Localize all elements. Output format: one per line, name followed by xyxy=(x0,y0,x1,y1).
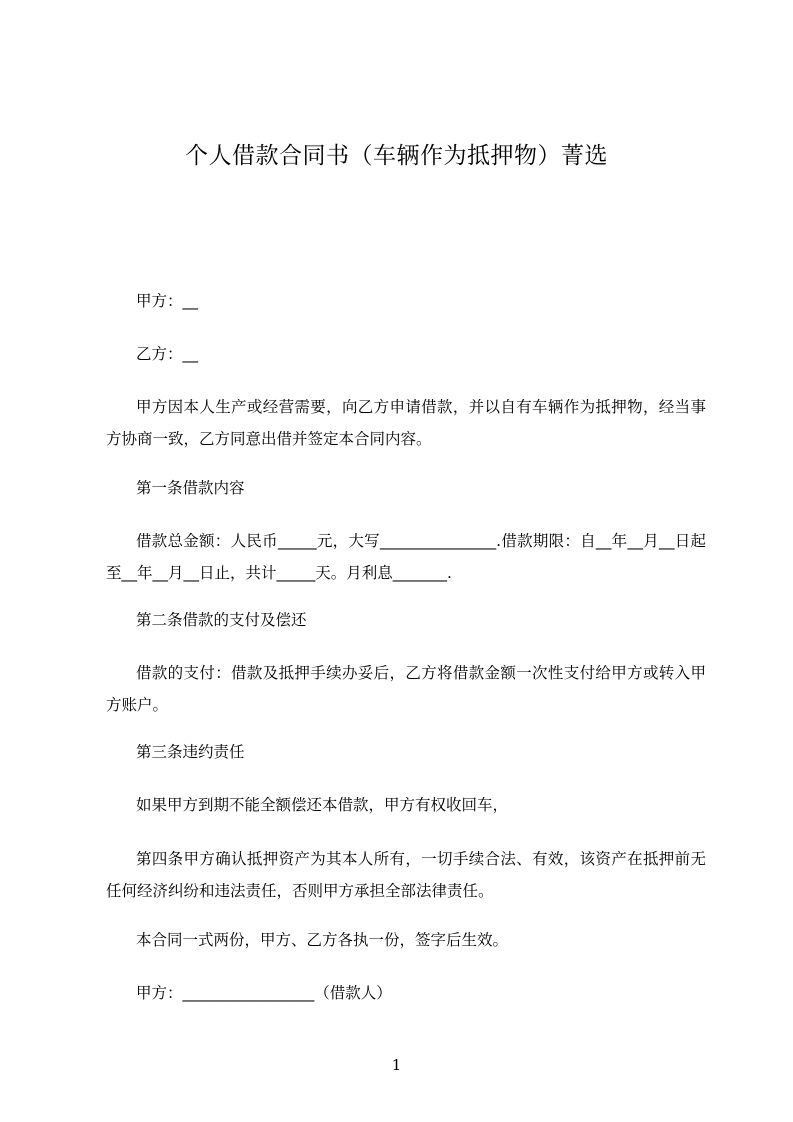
article-2-heading: 第二条借款的支付及偿还 xyxy=(136,611,307,629)
article-1-heading: 第一条借款内容 xyxy=(136,479,245,497)
article-3-heading: 第三条违约责任 xyxy=(136,743,245,761)
party-b-line: 乙方：__ xyxy=(136,345,199,363)
article-3-body: 如果甲方到期不能全额偿还本借款，甲方有权收回车， xyxy=(136,796,509,814)
document-title: 个人借款合同书（车辆作为抵押物）菁选 xyxy=(185,143,608,169)
signature-line: 甲方：_________________（借款人） xyxy=(136,984,392,1002)
article-1-body: 借款总金额：人民币_____元，大写_______________.借款期限：自__年__月__日起至__年__月__日止，共计_____天。月利息_______. xyxy=(106,532,706,582)
article-2-body: 借款的支付：借款及抵押手续办妥后，乙方将借款金额一次性支付给甲方或转入甲方账户。 xyxy=(106,664,706,714)
intro-paragraph: 甲方因本人生产或经营需要，向乙方申请借款，并以自有车辆作为抵押物，经当事方协商一致，乙方同意出借并签定本合同内容。 xyxy=(106,398,706,448)
page-number: 1 xyxy=(391,1056,402,1074)
article-4-paragraph: 第四条甲方确认抵押资产为其本人所有，一切手续合法、有效，该资产在抵押前无任何经济纠纷和违法责任，否则甲方承担全部法律责任。 xyxy=(106,850,706,900)
copies-paragraph: 本合同一式两份，甲方、乙方各执一份，签字后生效。 xyxy=(136,931,509,949)
party-a-line: 甲方：__ xyxy=(136,292,199,310)
